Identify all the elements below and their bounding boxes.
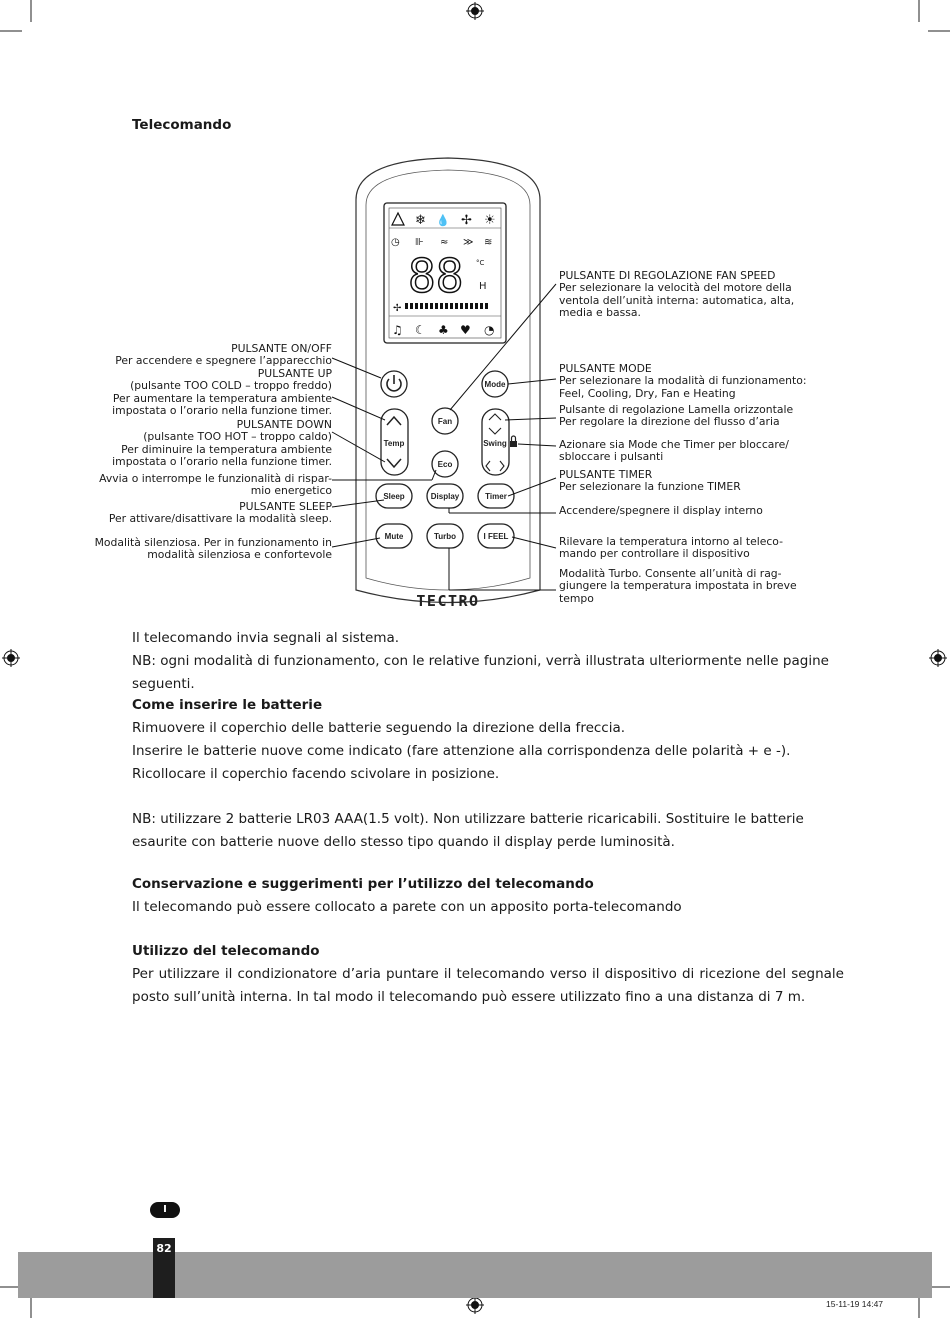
fan-icon: ✢ <box>461 213 472 228</box>
thermometer-icon: ⊪ <box>415 237 424 248</box>
brand-logo: TECTRO <box>416 592 480 610</box>
usage-section: Utilizzo del telecomando Per utilizzare il condizionatore d’aria puntare il telecomando verso il dispositivo di ricezione del segnale posto sull’unità interna. In tal modo il telecomando può essere utilizzato fino a una distanza di 7 m. <box>132 940 844 1009</box>
svg-text:Eco: Eco <box>437 460 453 469</box>
mute-icon: ♫ <box>392 323 403 337</box>
usage-heading: Utilizzo del telecomando <box>132 943 320 959</box>
registration-mark-right <box>929 649 947 667</box>
label-display: Accendere/spegnere il display interno <box>559 504 763 517</box>
temperature-digits: 88 <box>408 249 464 303</box>
label-mute: Modalità silenziosa. Per in funzionamento in modalità silenziosa e confortevole <box>94 536 332 562</box>
page-title: Telecomando <box>132 117 232 133</box>
swing-icon: ≈ <box>440 237 449 248</box>
registration-mark-bottom <box>466 1296 484 1314</box>
registration-mark-left <box>2 649 20 667</box>
svg-text:Swing: Swing <box>483 439 507 448</box>
label-mode: PULSANTE MODE Per selezionare la modalità di funzionamento: Feel, Cooling, Dry, Fan e Heating <box>559 362 807 400</box>
label-eco: Avvia o interrompe le funzionalità di rispar- mio energetico <box>99 472 332 498</box>
label-turbo: Modalità Turbo. Consente all’unità di rag- giungere la temperatura impostata in breve tempo <box>559 567 797 605</box>
dry-drops-icon: 💧 <box>436 214 450 227</box>
storage-section: Conservazione e suggerimenti per l’utilizzo del telecomando Il telecomando può essere collocato a parete con un apposito porta-telecomando <box>132 873 844 919</box>
label-fanspeed: PULSANTE DI REGOLAZIONE FAN SPEED Per selezionare la velocità del motore della ventola dell’unità interna: automatica, alta, media e bassa. <box>559 269 795 320</box>
label-down: PULSANTE DOWN (pulsante TOO HOT – troppo caldo) Per diminuire la temperatura ambiente impostata o l’orario nella funzione timer. <box>112 418 332 469</box>
page-number: 82 <box>153 1238 175 1298</box>
label-sleep: PULSANTE SLEEP Per attivare/disattivare la modalità sleep. <box>108 500 332 526</box>
svg-text:Display: Display <box>430 492 460 501</box>
intro-block: Il telecomando invia segnali al sistema. NB: ogni modalità di funzionamento, con le relative funzioni, verrà illustrata ulteriormente nelle pagine seguenti. <box>132 630 829 692</box>
batteries-section: Come inserire le batterie Rimuovere il coperchio delle batterie seguendo la direzione della freccia. Inserire le batterie nuove come indicato (fare attenzione alla corrispondenza delle polarità + e -). Ricollocare il coperchio facendo scivolare in posizione. NB: utilizzare 2 batterie LR03 AAA(1.5 volt). Non utilizzare batterie ricaricabili. Sostituire le batterie esaurite con batterie nuove dello stesso tipo quando il display perde luminosità. <box>132 694 844 854</box>
timer-icon: ◷ <box>391 237 400 248</box>
svg-text:Mute: Mute <box>384 532 404 541</box>
eco-leaf-icon: ♣ <box>438 323 449 337</box>
ifeel-icon: ♥ <box>460 323 471 337</box>
language-badge: I <box>150 1202 180 1218</box>
clock-icon: ◔ <box>484 323 495 337</box>
svg-text:Turbo: Turbo <box>433 532 457 541</box>
svg-text:°C: °C <box>476 259 485 267</box>
turbo-icon: ≫ <box>463 237 474 248</box>
svg-text:I FEEL: I FEEL <box>483 532 509 541</box>
label-up: PULSANTE UP (pulsante TOO COLD – troppo freddo) Per aumentare la temperatura ambiente impostata o l’orario nella funzione timer. <box>112 367 332 418</box>
label-lock: Azionare sia Mode che Timer per bloccare/ sbloccare i pulsanti <box>559 438 789 464</box>
snowflake-icon: ❄ <box>415 213 426 228</box>
moon-icon: ☾ <box>415 323 426 337</box>
svg-text:Sleep: Sleep <box>383 492 405 501</box>
svg-text:Temp: Temp <box>383 439 405 448</box>
svg-text:Fan: Fan <box>437 417 453 426</box>
svg-text:H: H <box>479 281 487 292</box>
print-timestamp: 15-11-19 14:47 <box>826 1299 884 1309</box>
svg-text:Timer: Timer <box>485 492 507 501</box>
storage-heading: Conservazione e suggerimenti per l’utilizzo del telecomando <box>132 876 594 892</box>
label-timer: PULSANTE TIMER Per selezionare la funzione TIMER <box>559 468 741 494</box>
svg-text:Mode: Mode <box>484 380 506 389</box>
batteries-heading: Come inserire le batterie <box>132 697 323 713</box>
batteries-note: NB: utilizzare 2 batterie LR03 AAA(1.5 volt). Non utilizzare batterie ricaricabili. Sostituire le batterie esaurite con batterie nuove dello stesso tipo quando il display perde luminosità. <box>132 811 804 850</box>
label-swing: Pulsante di regolazione Lamella orizzontale Per regolare la direzione del flusso d’aria <box>559 403 794 429</box>
label-onoff: PULSANTE ON/OFF Per accendere e spegnere l’apparecchio <box>115 342 332 368</box>
sun-icon: ☀ <box>484 213 496 228</box>
fan-speed-icon: ✢ <box>393 303 402 314</box>
wifi-icon: ≋ <box>484 237 493 248</box>
label-ifeel: Rilevare la temperatura intorno al teleco- mando per controllare il dispositivo <box>559 535 783 561</box>
